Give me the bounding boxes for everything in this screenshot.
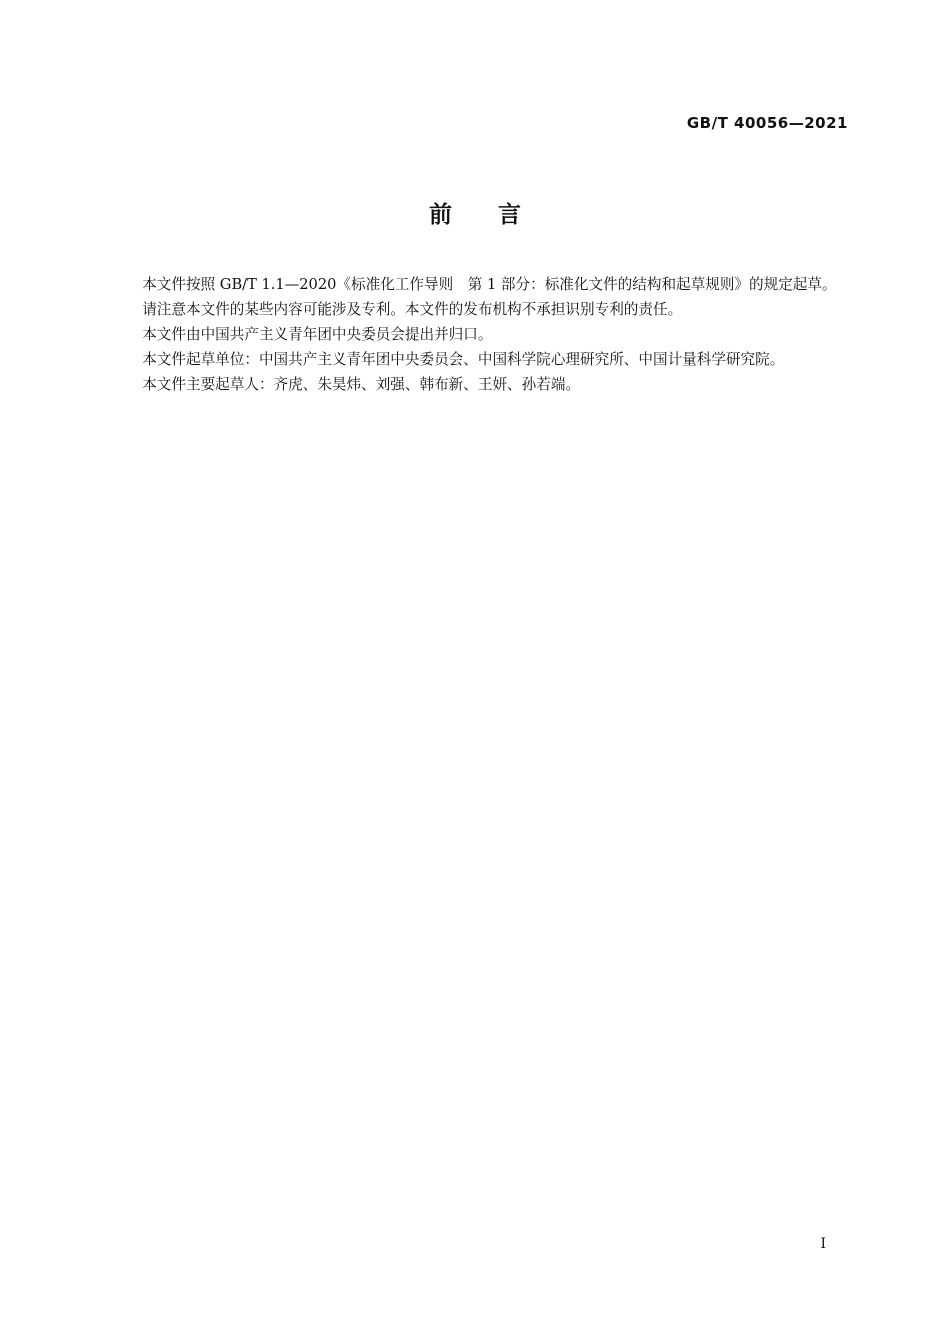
page-title: 前言 — [429, 202, 567, 228]
page-number: I — [820, 1236, 826, 1252]
standard-number: GB/T 40056—2021 — [686, 114, 848, 132]
paragraph-drafters: 本文件主要起草人：齐虎、朱昊炜、刘强、韩布新、王妍、孙若端。 — [142, 376, 581, 393]
paragraph-patent-notice: 请注意本文件的某些内容可能涉及专利。本文件的发布机构不承担识别专利的责任。 — [142, 301, 683, 318]
foreword-body — [113, 272, 850, 397]
paragraph-drafting-rules: 本文件按照 GB/T 1.1—2020《标准化工作导则 第 1 部分：标准化文件的结构和起草规则》的规定起草。 — [142, 276, 837, 293]
paragraph-drafting-units: 本文件起草单位：中国共产主义青年团中央委员会、中国科学院心理研究所、中国计量科学研究院。 — [142, 351, 785, 368]
paragraph-proposer: 本文件由中国共产主义青年团中央委员会提出并归口。 — [142, 326, 493, 343]
